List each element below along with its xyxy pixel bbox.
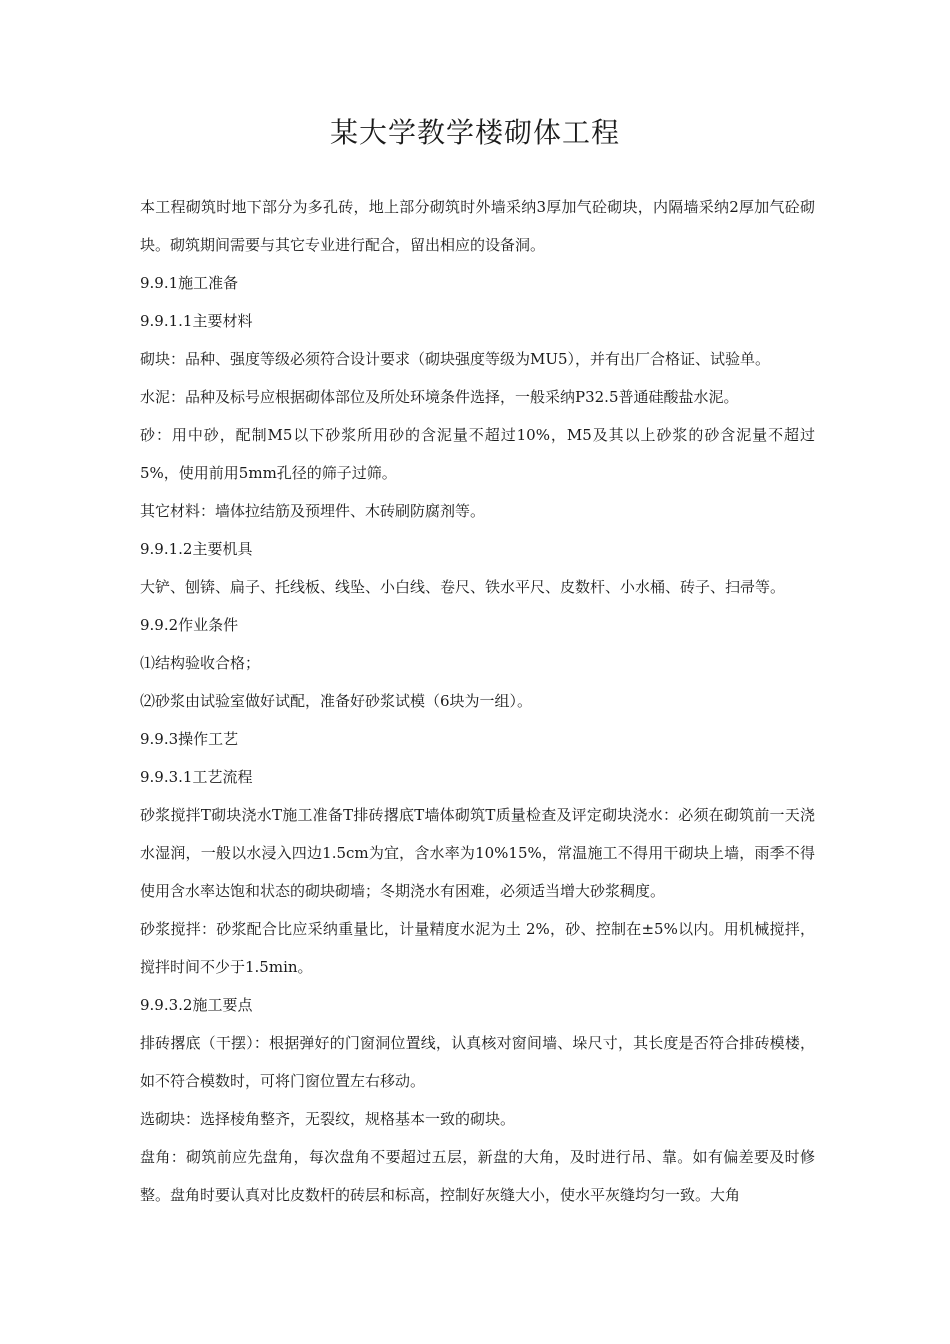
section-heading: 9.9.3.1工艺流程: [140, 768, 253, 786]
paragraph: 其它材料：墙体拉结筋及预埋件、木砖刷防腐剂等。: [140, 502, 486, 520]
paragraph: 砂浆搅拌T砌块浇水T施工准备T排砖撂底T墙体砌筑T质量检查及评定砌块浇水：必须在砌筑前一天浇水湿润，一般以水浸入四边1.5cm为宜，含水率为10%15%，常温施工不得用干砌块上墙，雨季不得使用含水率达饱和状态的砌块砌墙；冬期浇水有困难，必须适当增大砂浆稠度。: [140, 806, 815, 900]
document-body: [140, 188, 815, 1214]
list-item: ⑴结构验收合格；: [140, 654, 261, 672]
paragraph-intro: 本工程砌筑时地下部分为多孔砖，地上部分砌筑时外墙采纳3厚加气砼砌块，内隔墙采纳2厚加气砼砌块。砌筑期间需要与其它专业进行配合，留出相应的设备洞。: [140, 198, 815, 254]
paragraph: 砂浆搅拌：砂浆配合比应采纳重量比，计量精度水泥为土 2%，砂、控制在±5%以内。用机械搅拌，搅拌时间不少于1.5min。: [140, 920, 815, 976]
list-item: ⑵砂浆由试验室做好试配，准备好砂浆试模（6块为一组）。: [140, 692, 533, 710]
paragraph: 砌块：品种、强度等级必须符合设计要求（砌块强度等级为MU5），并有出厂合格证、试验单。: [140, 350, 771, 368]
paragraph: 大铲、刨锛、扁子、托线板、线坠、小白线、卷尺、铁水平尺、皮数杆、小水桶、砖子、扫帚等。: [140, 578, 786, 596]
paragraph: 盘角：砌筑前应先盘角，每次盘角不要超过五层，新盘的大角，及时进行吊、靠。如有偏差要及时修整。盘角时要认真对比皮数杆的砖层和标高，控制好灰缝大小，使水平灰缝均匀一致。大角: [140, 1148, 815, 1204]
document-title: 某大学教学楼砌体工程: [329, 116, 620, 149]
section-heading: 9.9.1.2主要机具: [140, 540, 253, 558]
paragraph: 砂：用中砂，配制M5以下砂浆所用砂的含泥量不超过10%，M5及其以上砂浆的砂含泥量不超过5%，使用前用5mm孔径的筛子过筛。: [140, 426, 815, 482]
section-heading: 9.9.1施工准备: [140, 274, 239, 292]
paragraph: 水泥：品种及标号应根据砌体部位及所处环境条件选择，一般采纳P32.5普通硅酸盐水泥。: [140, 388, 739, 406]
section-heading: 9.9.1.1主要材料: [140, 312, 253, 330]
paragraph: 排砖撂底（干摆）：根据弹好的门窗洞位置线，认真核对窗间墙、垛尺寸，其长度是否符合排砖模楼，如不符合模数时，可将门窗位置左右移动。: [140, 1034, 815, 1090]
section-heading: 9.9.3操作工艺: [140, 730, 239, 748]
paragraph: 选砌块：选择棱角整齐，无裂纹，规格基本一致的砌块。: [140, 1110, 516, 1128]
section-heading: 9.9.3.2施工要点: [140, 996, 253, 1014]
section-heading: 9.9.2作业条件: [140, 616, 239, 634]
